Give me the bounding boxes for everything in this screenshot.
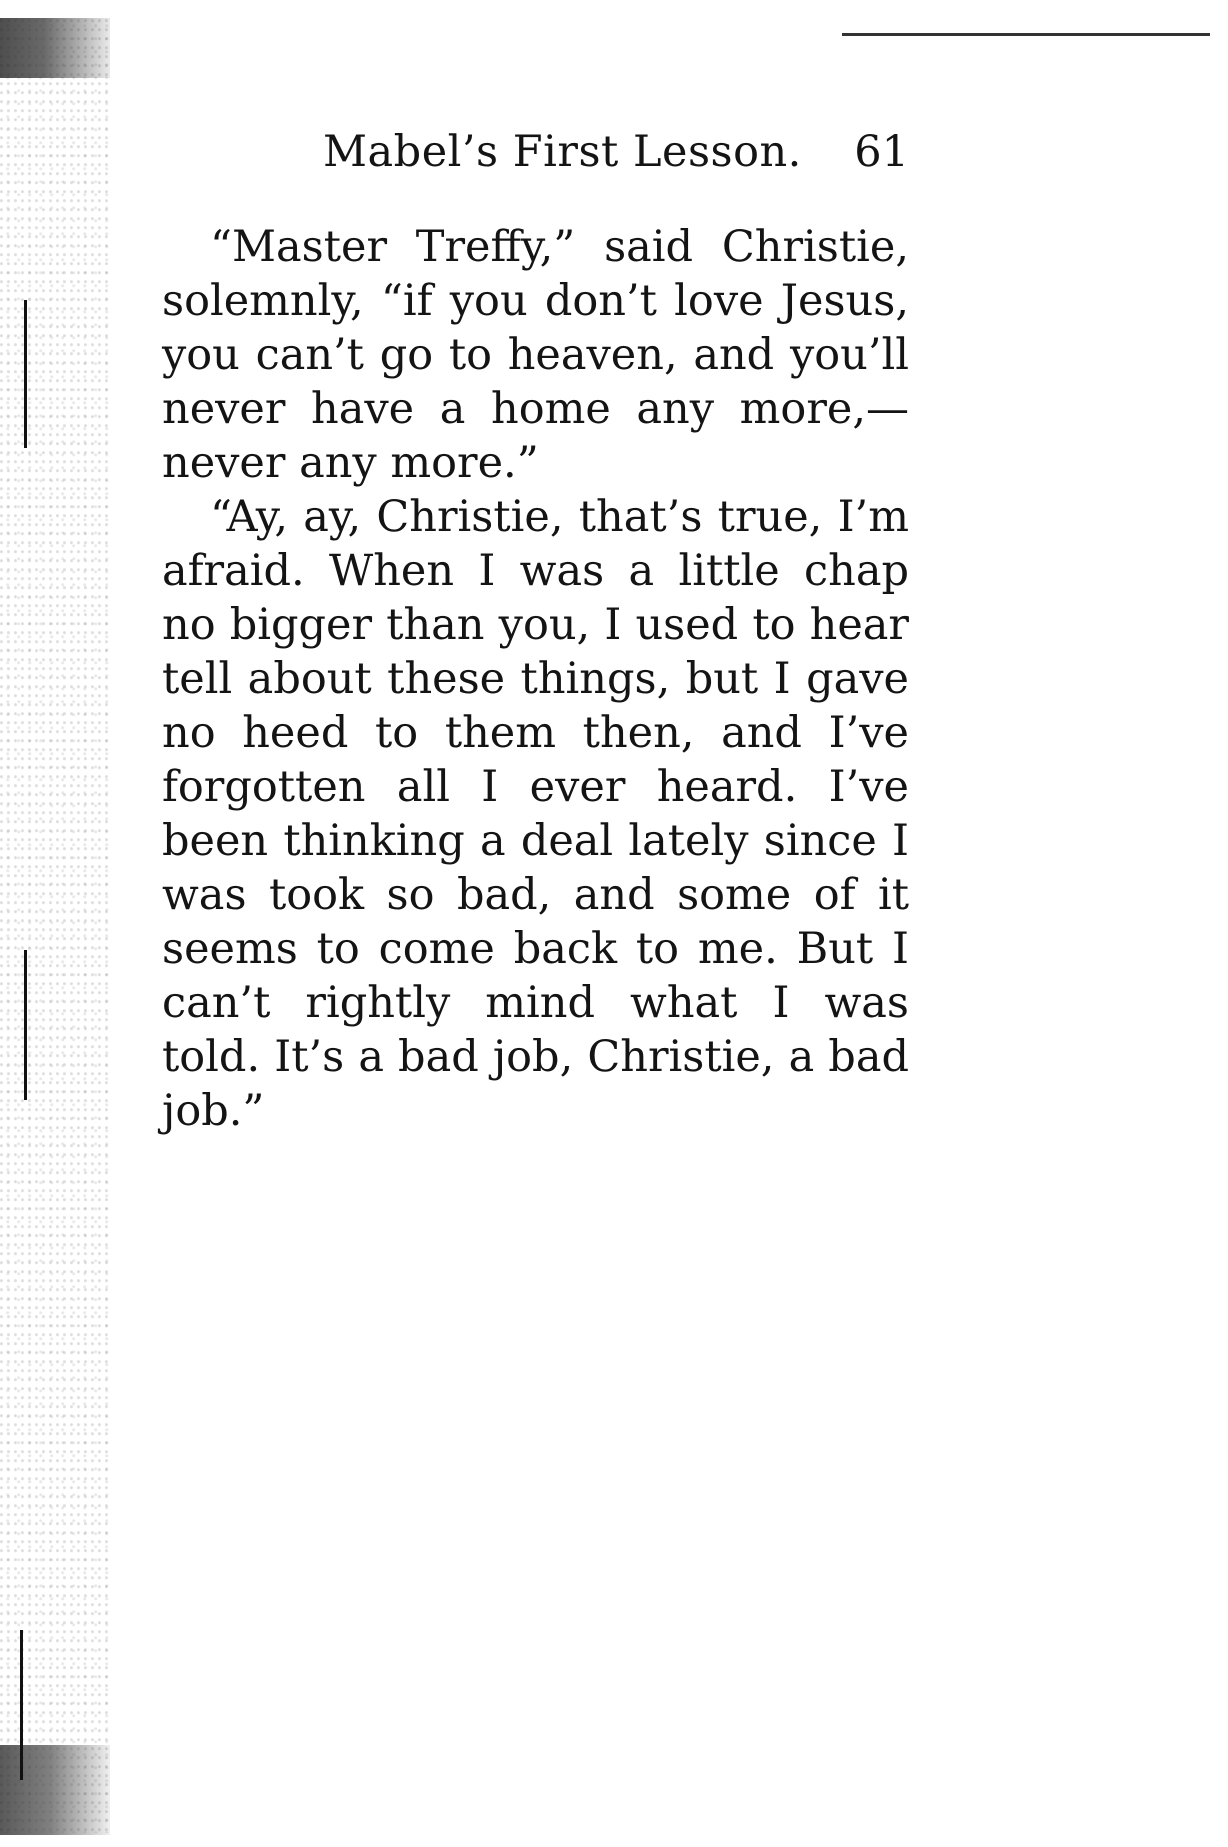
binding-edge-shadow-bottom — [0, 1745, 110, 1835]
margin-mark-1 — [24, 300, 27, 448]
page-number: 61 — [854, 127, 909, 177]
paragraph-1: “Master Treffy,” said Christie, solemnly, “if you don’t love Jesus, you can’t go to heaven, and you’ll never have a home any more,—never any more.” — [162, 222, 909, 488]
running-head — [323, 122, 909, 182]
margin-mark-3 — [20, 1630, 23, 1780]
binding-edge-scan — [0, 18, 110, 1833]
margin-mark-2 — [24, 950, 27, 1100]
paragraph-2: “Ay, ay, Christie, that’s true, I’m afraid. When I was a little chap no bigger than you, I used to hear tell about these things, but I gave no heed to them then, and I’ve forgotten all I ever heard. I’ve been thinking a deal lately since I was took so bad, and some of it seems to come back to me. But I can’t rightly mind what I was told. It’s a bad job, Christie, a bad job.” — [162, 492, 909, 1136]
body-text — [162, 220, 909, 1138]
binding-edge-shadow-top — [0, 18, 110, 78]
running-title: Mabel’s First Lesson. — [323, 127, 802, 177]
top-rule — [842, 33, 1210, 36]
